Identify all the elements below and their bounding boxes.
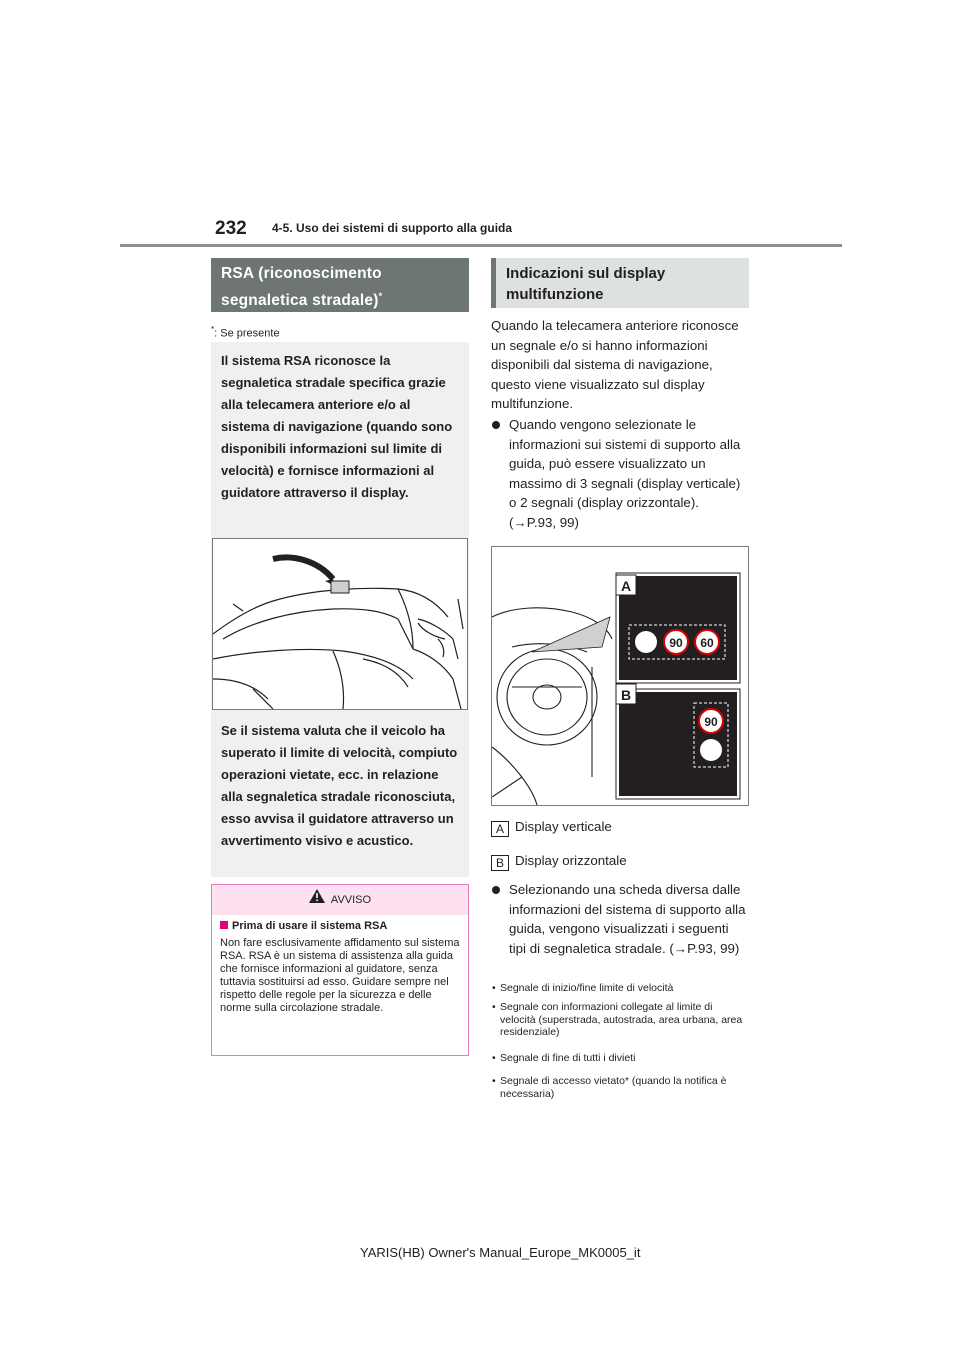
info-box — [211, 342, 469, 877]
section-heading-display: Indicazioni sul display multifunzione — [491, 258, 749, 308]
intro-text: Il sistema RSA riconosce la segnaletica stradale specifica grazie alla telecamera anteriore e/o al sistema di navigazione (quando sono disponibili informazioni sul limite di velocità) e fornisce informazioni al guidatore attraverso il display. — [221, 353, 453, 500]
warning-subtitle: Prima di usare il sistema RSA — [220, 920, 387, 932]
multi-display-illustration — [491, 546, 749, 806]
warning-box — [211, 884, 469, 1056]
square-bullet-icon — [220, 921, 228, 929]
bullet-item: Quando vengono selezionate le informazioni sui sistemi di supporto alla guida, può essere visualizzato un massimo di 3 segnali (display verticale) o 2 segnali (display orizzontale). (→P.93, 99) — [509, 415, 749, 532]
label-a-box: A — [491, 821, 509, 837]
label-a: A — [620, 578, 632, 594]
footer-text: YARIS(HB) Owner's Manual_Europe_MK0005_it — [360, 1245, 641, 1260]
section-heading-line2: segnaletica stradale) — [221, 292, 379, 310]
warning-triangle-icon — [309, 885, 325, 915]
bullet-dot-icon — [492, 886, 500, 894]
section-heading-line1: RSA (riconoscimento — [221, 265, 382, 282]
windshield-camera-illustration — [212, 538, 468, 710]
bullet-item: Selezionando una scheda diversa dalle informazioni del sistema di supporto alla guida, vengono visualizzati i seguenti tipi di segnaletica stradale. (→P.93, 99) — [509, 880, 749, 958]
list-item: • Segnale con informazioni collegate al limite di velocità (superstrada, autostrada, area urbana, area residenziale) — [492, 1001, 743, 1038]
list-item: • Segnale di inizio/fine limite di velocità — [492, 982, 674, 994]
display-intro: Quando la telecamera anteriore riconosce un segnale e/o si hanno informazioni disponibili dal sistema di navigazione, questo viene visualizzato sul display multifunzione. — [491, 318, 739, 411]
warning-title: AVVISO — [330, 894, 372, 906]
speed-sign-90-b: 90 — [704, 715, 718, 729]
caption-a: A Display verticale — [491, 818, 612, 837]
header-rule — [120, 244, 842, 247]
chapter-title: 4-5. Uso dei sistemi di supporto alla guida — [272, 221, 513, 235]
warning-body: Non fare esclusivamente affidamento sul sistema RSA. RSA è un sistema di assistenza alla guida che fornisce informazioni al guidatore, senza tuttavia sostituirsi ad esso. Guidare sempre nel rispetto delle regole per la sicurezza e delle norme sulla circolazione stradale. — [220, 937, 460, 1014]
caption-b: B Display orizzontale — [491, 852, 627, 871]
car-front-drawing — [213, 539, 467, 709]
asterisk-mark: * — [378, 291, 383, 301]
list-item: • Segnale di fine di tutti i divieti — [492, 1052, 636, 1064]
bullet-dot-icon — [492, 421, 500, 429]
speed-sign-60: 60 — [700, 636, 714, 650]
warning-header — [212, 885, 468, 915]
list-item: • Segnale di accesso vietato* (quando la notifica è necessaria) — [492, 1075, 727, 1100]
speed-sign-90: 90 — [669, 636, 683, 650]
section-heading-rsa — [211, 258, 469, 312]
label-b-box: B — [491, 855, 509, 871]
footnote: *: Se presente — [211, 325, 280, 340]
page-number: 232 — [215, 218, 247, 239]
label-b: B — [620, 687, 632, 703]
alert-text: Se il sistema valuta che il veicolo ha superato il limite di velocità, compiuto operazioni vietate, ecc. in relazione alla segnaletica stradale riconosciuta, esso avvisa il guidatore attraverso un avvertimento visivo e acustico. — [221, 723, 458, 848]
